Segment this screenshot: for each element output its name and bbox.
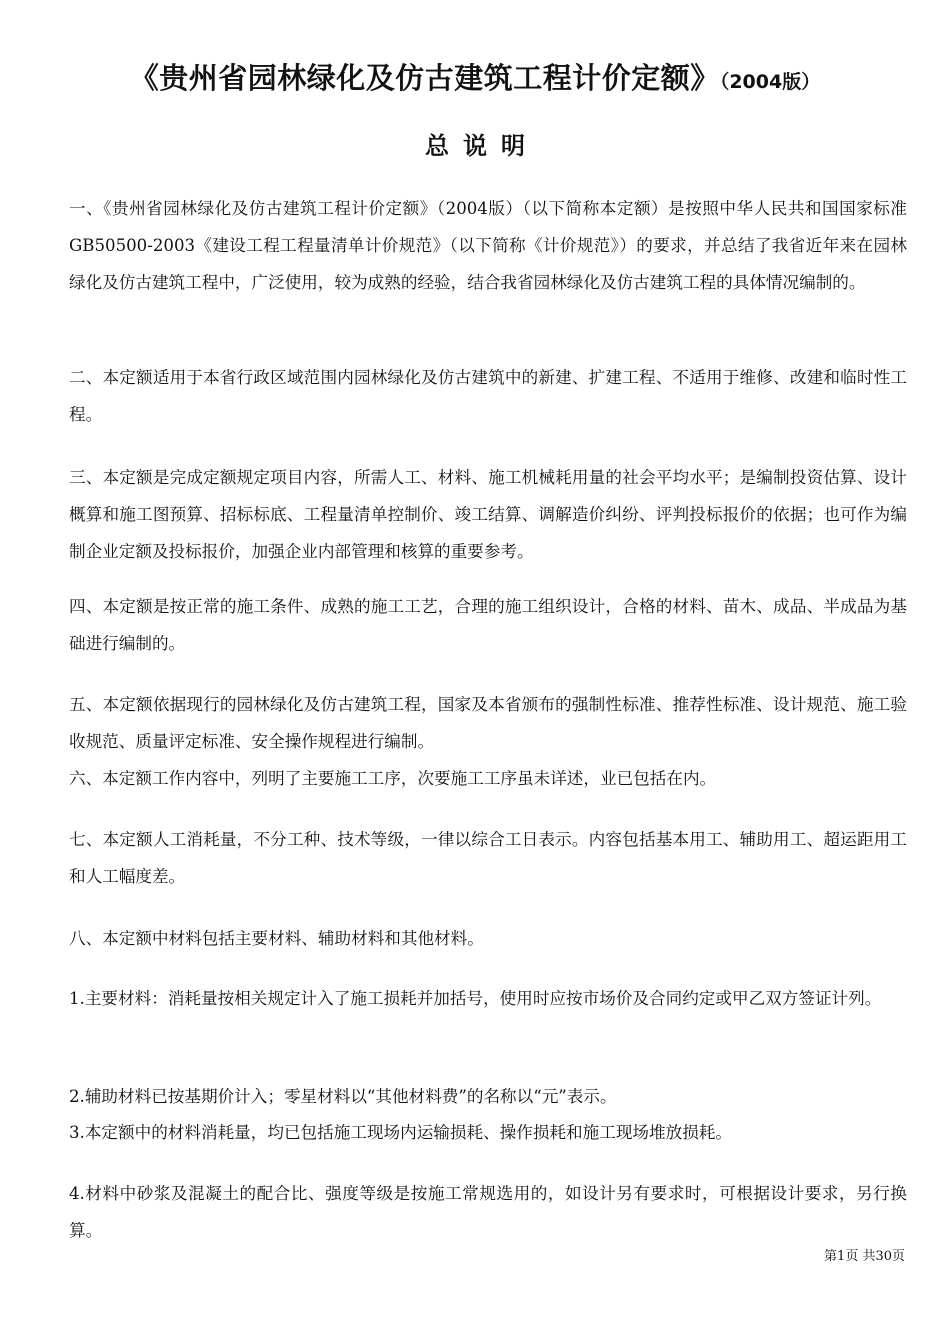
paragraph-5: 五、本定额依据现行的园林绿化及仿古建筑工程，国家及本省颁布的强制性标准、推荐性标准、设计规范、施工验收规范、质量评定标准、安全操作规程进行编制。 [69, 695, 907, 751]
paragraph-11: 3.本定额中的材料消耗量，均已包括施工现场内运输损耗、操作损耗和施工现场堆放损耗。 [69, 1123, 732, 1142]
page-number-footer: 第1页 共30页 [824, 1249, 905, 1264]
paragraph-1: 一、《贵州省园林绿化及仿古建筑工程计价定额》（2004版）（以下简称本定额）是按照中华人民共和国国家标准GB50500-2003《建设工程工程量清单计价规范》（以下简称《计价规范》）的要求，并总结了我省近年来在园林绿化及仿古建筑工程中，广泛使用，较为成熟的经验，结合我省园林绿化及仿古建筑工程的具体情况编制的。 [69, 199, 907, 292]
paragraph-4: 四、本定额是按正常的施工条件、成熟的施工工艺，合理的施工组织设计，合格的材料、苗木、成品、半成品为基础进行编制的。 [69, 597, 907, 653]
section-heading: 总说明 [425, 132, 539, 160]
paragraph-10: 2.辅助材料已按基期价计入；零星材料以“其他材料费”的名称以“元”表示。 [69, 1087, 617, 1106]
edition-text: （2004版） [719, 71, 821, 93]
paragraph-3: 三、本定额是完成定额规定项目内容，所需人工、材料、施工机械耗用量的社会平均水平；是编制投资估算、设计概算和施工图预算、招标标底、工程量清单控制价、竣工结算、调解造价纠纷、评判投标报价的依据；也可作为编制企业定额及投标报价，加强企业内部管理和核算的重要参考。 [69, 468, 907, 561]
paragraph-7: 七、本定额人工消耗量，不分工种、技术等级，一律以综合工日表示。内容包括基本用工、辅助用工、超运距用工和人工幅度差。 [69, 830, 907, 886]
paragraph-12: 4.材料中砂浆及混凝土的配合比、强度等级是按施工常规选用的，如设计另有要求时，可根据设计要求，另行换算。 [69, 1184, 907, 1240]
paragraph-8: 八、本定额中材料包括主要材料、辅助材料和其他材料。 [69, 929, 484, 948]
paragraph-9: 1.主要材料：消耗量按相关规定计入了施工损耗并加括号，使用时应按市场价及合同约定或甲乙双方签证计列。 [69, 989, 882, 1008]
paragraph-6: 六、本定额工作内容中，列明了主要施工工序，次要施工工序虽未详述，业已包括在内。 [69, 769, 717, 788]
document-title [0, 58, 950, 102]
title-text: 《贵州省园林绿化及仿古建筑工程计价定额》 [129, 61, 720, 95]
paragraph-2: 二、本定额适用于本省行政区域范围内园林绿化及仿古建筑中的新建、扩建工程、不适用于维修、改建和临时性工程。 [69, 368, 907, 424]
